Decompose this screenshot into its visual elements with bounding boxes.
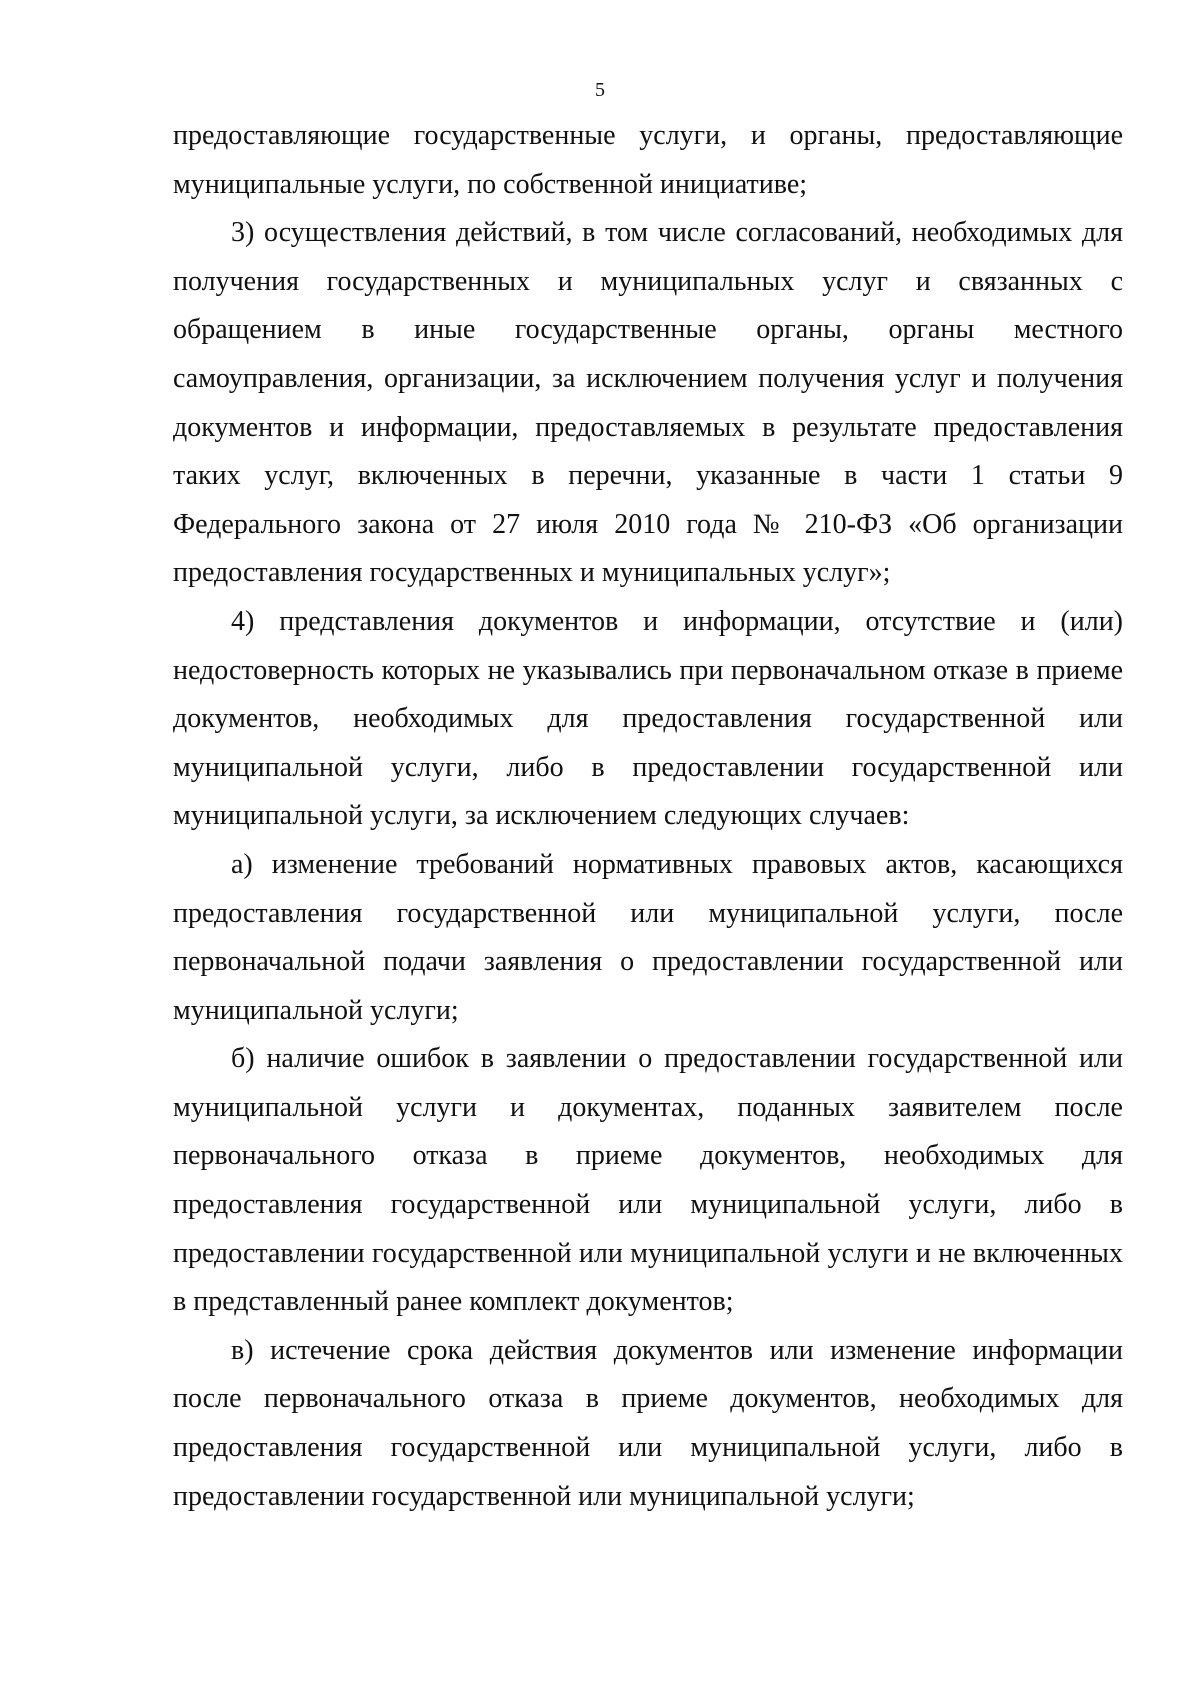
paragraph-item-3: 3) осуществления действий, в том числе согласований, необходимых для получения государственных и муниципальных услуг и связанных с обращением в иные государственные органы, органы местного самоуправления, организации, за исключением получения услуг и получения документов и информации, предоставляемых в результате предоставления таких услуг, включенных в перечни, указанные в части 1 статьи 9 Федерального закона от 27 июля 2010 года № 210-ФЗ «Об организации предоставления государственных и муниципальных услуг»; xyxy=(173,217,1123,589)
paragraph-subitem-a: а) изменение требований нормативных правовых актов, касающихся предоставления государственной или муниципальной услуги, после первоначальной подачи заявления о предоставлении государственной или муниципальной услуги; xyxy=(173,848,1123,1026)
paragraph-continuation: предоставляющие государственные услуги, и органы, предоставляющие муниципальные услуги, по собственной инициативе; xyxy=(173,120,1123,200)
paragraph-subitem-b: б) наличие ошибок в заявлении о предоставлении государственной или муниципальной услуги и документах, поданных заявителем после первоначального отказа в приеме документов, необходимых для предоставления государственной или муниципальной услуги, либо в предоставлении государственной или муниципальной услуги и не включенных в представленный ранее комплект документов; xyxy=(173,1043,1123,1318)
page-number: 5 xyxy=(595,79,605,101)
document-body xyxy=(173,112,1123,1521)
paragraph-item-4: 4) представления документов и информации, отсутствие и (или) недостоверность которых не указывались при первоначальном отказе в приеме документов, необходимых для предоставления государственной или муниципальной услуги, либо в предоставлении государственной или муниципальной услуги, за исключением следующих случаев: xyxy=(173,605,1123,832)
paragraph-subitem-v: в) истечение срока действия документов или изменение информации после первоначального отказа в приеме документов, необходимых для предоставления государственной или муниципальной услуги, либо в предоставлении государственной или муниципальной услуги; xyxy=(173,1334,1123,1512)
